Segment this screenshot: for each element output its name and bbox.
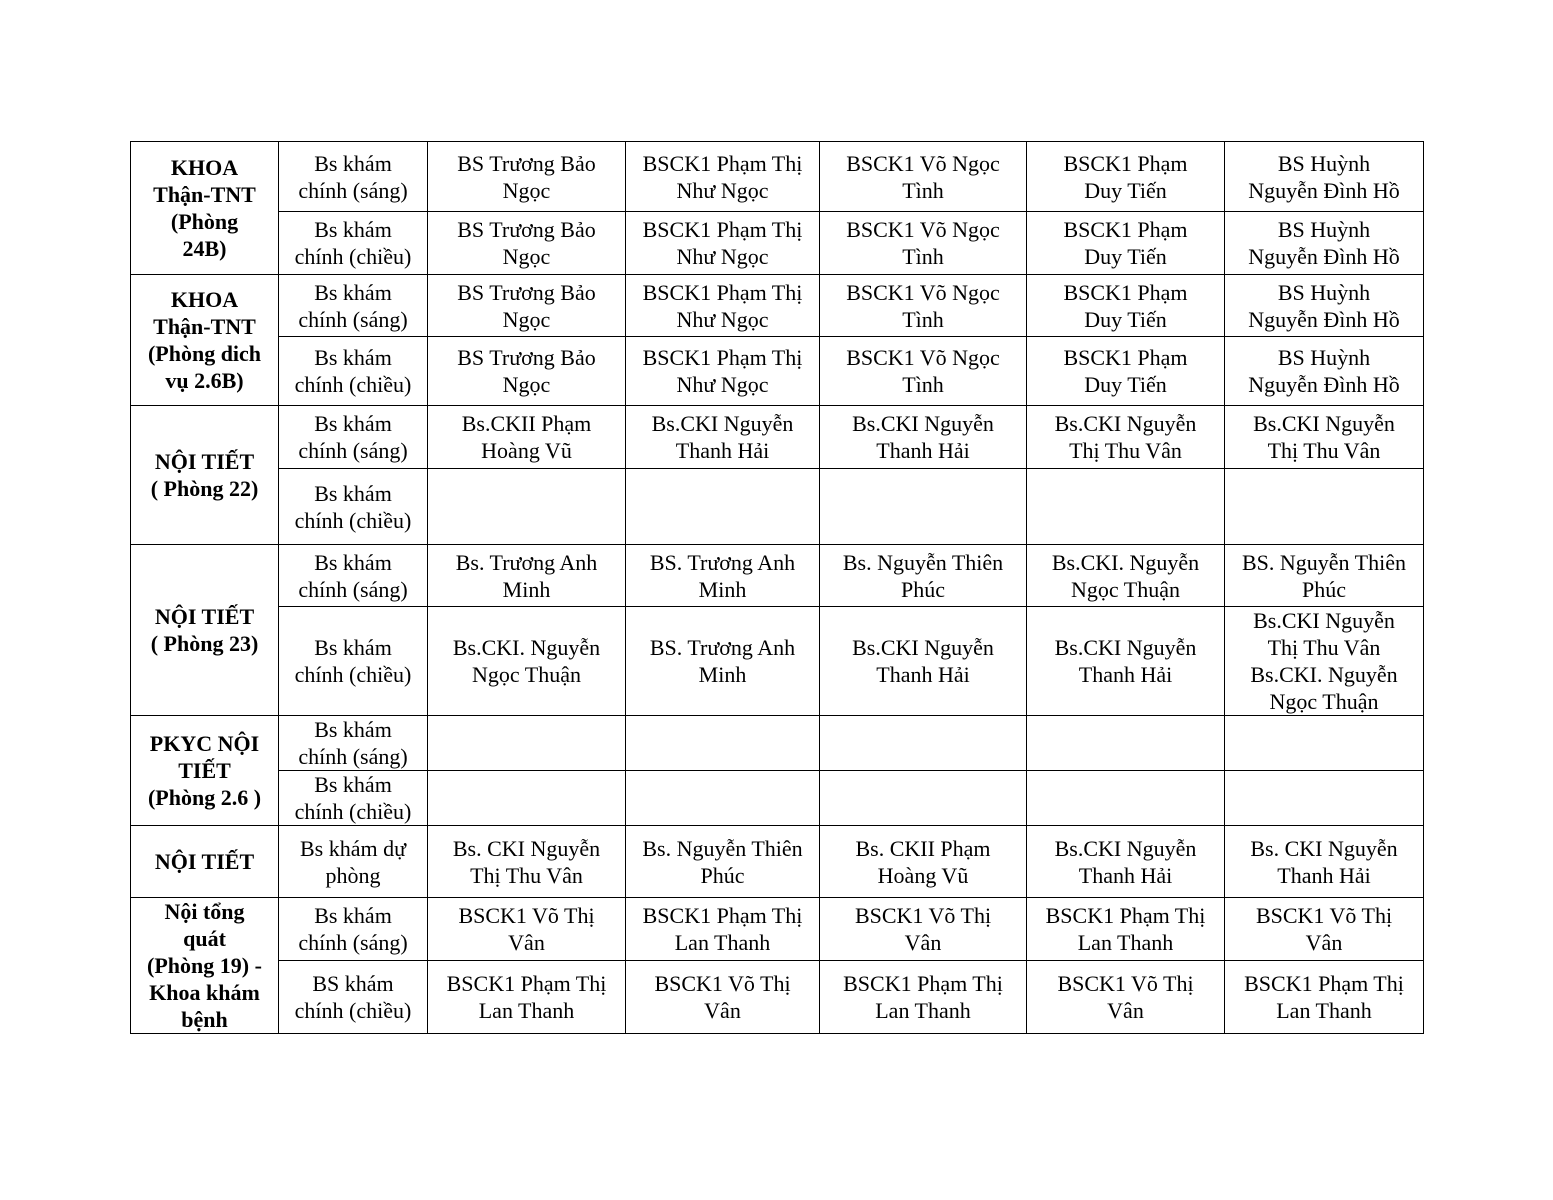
doctor-cell: BSCK1 Phạm Duy Tiến bbox=[1027, 212, 1225, 275]
table-row bbox=[131, 898, 1424, 961]
doctor-cell: BSCK1 Võ Ngọc Tình bbox=[820, 275, 1027, 337]
doctor-cell bbox=[1225, 771, 1424, 826]
doctor-cell bbox=[1027, 771, 1225, 826]
doctor-cell: BSCK1 Võ Thị Vân bbox=[1027, 961, 1225, 1034]
table-row bbox=[131, 716, 1424, 771]
doctor-cell: BS Trương Bảo Ngọc bbox=[428, 337, 626, 406]
table-row bbox=[131, 275, 1424, 337]
doctor-cell: BS Trương Bảo Ngọc bbox=[428, 212, 626, 275]
schedule-table bbox=[130, 141, 1424, 1034]
doctor-cell bbox=[1225, 716, 1424, 771]
doctor-cell: BS. Nguyễn Thiên Phúc bbox=[1225, 545, 1424, 607]
doctor-cell bbox=[428, 716, 626, 771]
doctor-cell: BS Huỳnh Nguyễn Đình Hồ bbox=[1225, 212, 1424, 275]
doctor-cell: Bs. Trương Anh Minh bbox=[428, 545, 626, 607]
shift-cell: Bs khám chính (sáng) bbox=[279, 142, 428, 212]
shift-cell: Bs khám chính (chiều) bbox=[279, 607, 428, 716]
doctor-cell: BS. Trương Anh Minh bbox=[626, 545, 820, 607]
department-cell: NỘI TIẾT bbox=[131, 826, 279, 898]
table-row bbox=[131, 607, 1424, 716]
shift-cell: Bs khám chính (chiều) bbox=[279, 771, 428, 826]
shift-cell: Bs khám chính (sáng) bbox=[279, 898, 428, 961]
doctor-cell: Bs.CKI Nguyễn Thanh Hải bbox=[1027, 607, 1225, 716]
shift-cell: Bs khám chính (sáng) bbox=[279, 545, 428, 607]
table-row bbox=[131, 545, 1424, 607]
table-row bbox=[131, 771, 1424, 826]
doctor-cell: Bs.CKI. Nguyễn Ngọc Thuận bbox=[1027, 545, 1225, 607]
doctor-cell: Bs. CKI Nguyễn Thị Thu Vân bbox=[428, 826, 626, 898]
doctor-cell: BSCK1 Võ Thị Vân bbox=[428, 898, 626, 961]
doctor-cell bbox=[626, 469, 820, 545]
shift-cell: Bs khám dự phòng bbox=[279, 826, 428, 898]
schedule-body bbox=[131, 142, 1424, 1034]
department-cell: KHOA Thận-TNT (Phòng dich vụ 2.6B) bbox=[131, 275, 279, 406]
doctor-cell: Bs.CKI Nguyễn Thanh Hải bbox=[820, 607, 1027, 716]
table-row bbox=[131, 212, 1424, 275]
shift-cell: BS khám chính (chiều) bbox=[279, 961, 428, 1034]
doctor-cell: BSCK1 Phạm Thị Như Ngọc bbox=[626, 337, 820, 406]
department-cell: KHOA Thận-TNT (Phòng 24B) bbox=[131, 142, 279, 275]
doctor-cell: Bs.CKI. Nguyễn Ngọc Thuận bbox=[428, 607, 626, 716]
department-cell: NỘI TIẾT ( Phòng 23) bbox=[131, 545, 279, 716]
doctor-cell bbox=[428, 469, 626, 545]
doctor-cell: Bs. CKII Phạm Hoàng Vũ bbox=[820, 826, 1027, 898]
doctor-cell bbox=[626, 716, 820, 771]
doctor-cell: BSCK1 Phạm Thị Như Ngọc bbox=[626, 142, 820, 212]
doctor-cell: BS Huỳnh Nguyễn Đình Hồ bbox=[1225, 337, 1424, 406]
doctor-cell: BSCK1 Phạm Thị Lan Thanh bbox=[820, 961, 1027, 1034]
doctor-cell bbox=[820, 716, 1027, 771]
doctor-cell bbox=[1225, 469, 1424, 545]
shift-cell: Bs khám chính (sáng) bbox=[279, 275, 428, 337]
department-cell: NỘI TIẾT ( Phòng 22) bbox=[131, 406, 279, 545]
department-cell: PKYC NỘI TIẾT (Phòng 2.6 ) bbox=[131, 716, 279, 826]
table-row bbox=[131, 337, 1424, 406]
doctor-cell: BSCK1 Võ Thị Vân bbox=[626, 961, 820, 1034]
doctor-cell: BSCK1 Võ Ngọc Tình bbox=[820, 212, 1027, 275]
doctor-cell: BSCK1 Võ Thị Vân bbox=[820, 898, 1027, 961]
doctor-cell: Bs.CKII Phạm Hoàng Vũ bbox=[428, 406, 626, 469]
doctor-cell bbox=[428, 771, 626, 826]
table-row bbox=[131, 142, 1424, 212]
doctor-cell: Bs. Nguyễn Thiên Phúc bbox=[820, 545, 1027, 607]
doctor-cell: BSCK1 Phạm Duy Tiến bbox=[1027, 275, 1225, 337]
doctor-cell: BSCK1 Phạm Thị Lan Thanh bbox=[626, 898, 820, 961]
shift-cell: Bs khám chính (chiều) bbox=[279, 212, 428, 275]
doctor-cell: BSCK1 Phạm Thị Như Ngọc bbox=[626, 212, 820, 275]
table-row bbox=[131, 826, 1424, 898]
table-row bbox=[131, 406, 1424, 469]
table-row bbox=[131, 961, 1424, 1034]
doctor-cell: BS Huỳnh Nguyễn Đình Hồ bbox=[1225, 275, 1424, 337]
doctor-cell: BS. Trương Anh Minh bbox=[626, 607, 820, 716]
doctor-cell: BSCK1 Võ Thị Vân bbox=[1225, 898, 1424, 961]
doctor-cell: Bs.CKI Nguyễn Thanh Hải bbox=[626, 406, 820, 469]
doctor-cell: Bs. CKI Nguyễn Thanh Hải bbox=[1225, 826, 1424, 898]
doctor-cell: BS Huỳnh Nguyễn Đình Hồ bbox=[1225, 142, 1424, 212]
doctor-cell: Bs.CKI Nguyễn Thanh Hải bbox=[820, 406, 1027, 469]
doctor-cell: BSCK1 Phạm Thị Lan Thanh bbox=[1225, 961, 1424, 1034]
doctor-cell: BSCK1 Phạm Thị Như Ngọc bbox=[626, 275, 820, 337]
doctor-cell bbox=[820, 771, 1027, 826]
doctor-cell: Bs.CKI Nguyễn Thị Thu Vân Bs.CKI. Nguyễn Ngọc Thuận bbox=[1225, 607, 1424, 716]
doctor-cell: BS Trương Bảo Ngọc bbox=[428, 275, 626, 337]
table-row bbox=[131, 469, 1424, 545]
doctor-cell: Bs. Nguyễn Thiên Phúc bbox=[626, 826, 820, 898]
doctor-cell: Bs.CKI Nguyễn Thị Thu Vân bbox=[1225, 406, 1424, 469]
doctor-cell: Bs.CKI Nguyễn Thị Thu Vân bbox=[1027, 406, 1225, 469]
doctor-cell bbox=[1027, 469, 1225, 545]
doctor-cell: BSCK1 Phạm Duy Tiến bbox=[1027, 142, 1225, 212]
doctor-cell: BSCK1 Võ Ngọc Tình bbox=[820, 337, 1027, 406]
doctor-cell: BSCK1 Phạm Thị Lan Thanh bbox=[428, 961, 626, 1034]
doctor-cell: BSCK1 Võ Ngọc Tình bbox=[820, 142, 1027, 212]
doctor-cell bbox=[820, 469, 1027, 545]
doctor-cell: BSCK1 Phạm Duy Tiến bbox=[1027, 337, 1225, 406]
doctor-cell: BSCK1 Phạm Thị Lan Thanh bbox=[1027, 898, 1225, 961]
shift-cell: Bs khám chính (sáng) bbox=[279, 406, 428, 469]
doctor-cell: Bs.CKI Nguyễn Thanh Hải bbox=[1027, 826, 1225, 898]
shift-cell: Bs khám chính (sáng) bbox=[279, 716, 428, 771]
department-cell: Nội tổng quát (Phòng 19) - Khoa khám bệnh bbox=[131, 898, 279, 1034]
doctor-cell bbox=[1027, 716, 1225, 771]
doctor-cell bbox=[626, 771, 820, 826]
shift-cell: Bs khám chính (chiều) bbox=[279, 337, 428, 406]
doctor-cell: BS Trương Bảo Ngọc bbox=[428, 142, 626, 212]
shift-cell: Bs khám chính (chiều) bbox=[279, 469, 428, 545]
